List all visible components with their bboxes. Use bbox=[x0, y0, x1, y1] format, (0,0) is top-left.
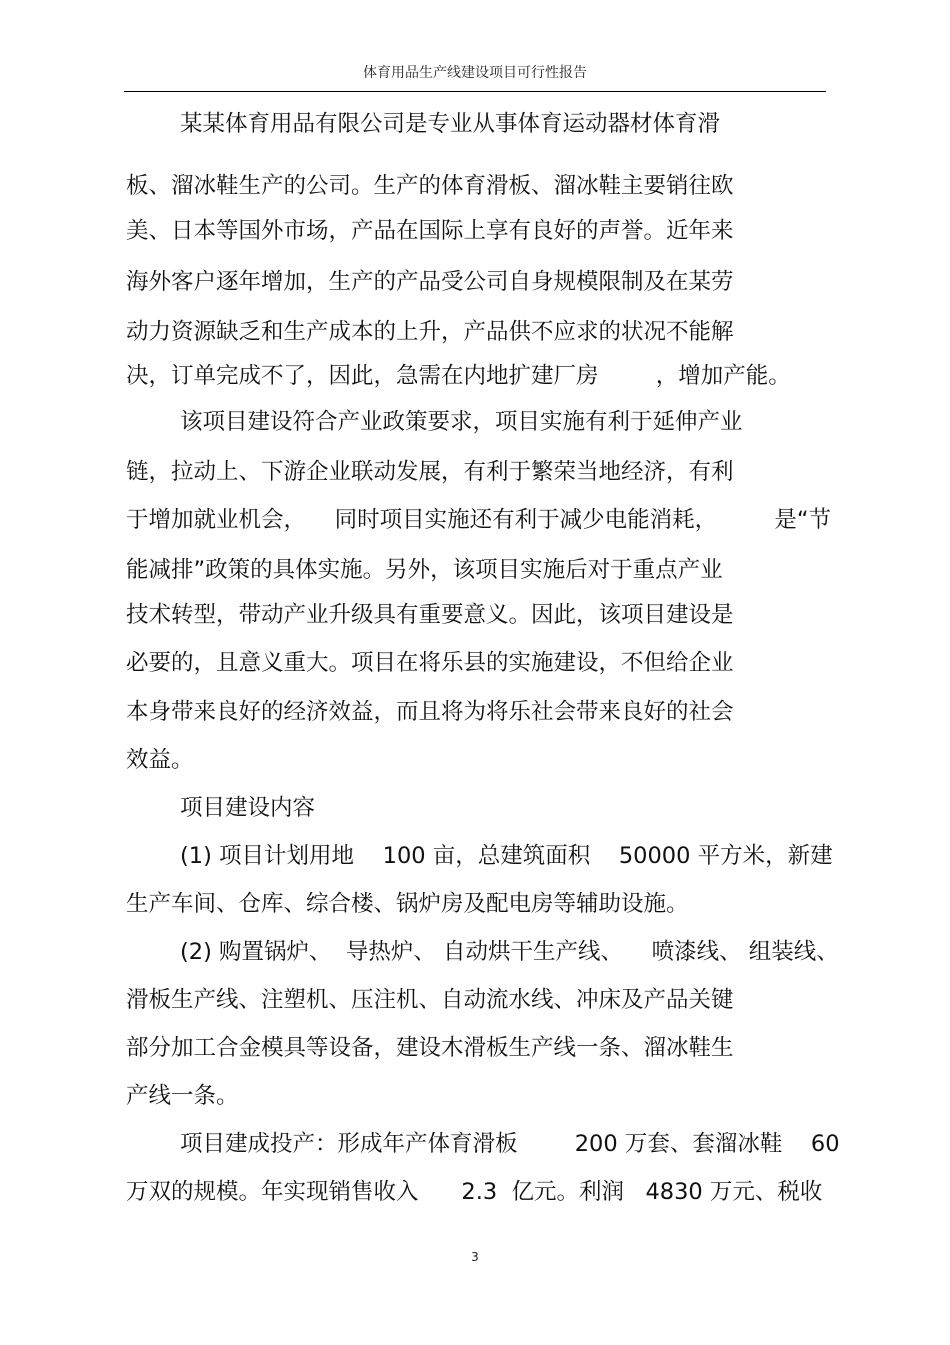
body-line: 美、日本等国外市场，产品在国际上享有良好的声誉。近年来 bbox=[126, 218, 734, 244]
body-line: 于增加就业机会， 同时项目实施还有利于减少电能消耗， 是“节 bbox=[126, 507, 831, 533]
body-line: 产线一条。 bbox=[126, 1083, 239, 1109]
body-line: 必要的，且意义重大。项目在将乐县的实施建设，不但给企业 bbox=[126, 650, 734, 676]
body-line: 某某体育用品有限公司是专业从事体育运动器材体育滑 bbox=[180, 111, 721, 137]
body-line: 海外客户逐年增加，生产的产品受公司自身规模限制及在某劳 bbox=[126, 269, 734, 295]
body-line: 技术转型，带动产业升级具有重要意义。因此，该项目建设是 bbox=[126, 602, 734, 628]
body-line: 万双的规模。年实现销售收入 2.3 亿元。利润 4830 万元、税收 bbox=[126, 1179, 823, 1205]
body-line: 该项目建设符合产业政策要求，项目实施有利于延伸产业 bbox=[180, 409, 743, 435]
body-line: 本身带来良好的经济效益，而且将为将乐社会带来良好的社会 bbox=[126, 699, 734, 725]
body-line: 动力资源缺乏和生产成本的上升，产品供不应求的状况不能解 bbox=[126, 319, 734, 345]
body-line: (2) 购置锅炉、 导热炉、 自动烘干生产线、 喷漆线、 组装线、 bbox=[180, 939, 839, 965]
header-rule bbox=[124, 91, 826, 92]
page-number: 3 bbox=[471, 1250, 479, 1264]
section-heading: 项目建设内容 bbox=[180, 795, 316, 821]
body-line: (1) 项目计划用地 100 亩，总建筑面积 50000 平方米，新建 bbox=[180, 843, 833, 869]
body-line: 能减排”政策的具体实施。另外，该项目实施后对于重点产业 bbox=[126, 557, 723, 583]
body-line: 项目建成投产：形成年产体育滑板 200 万套、套溜冰鞋 60 bbox=[180, 1131, 840, 1157]
body-line: 生产车间、仓库、综合楼、锅炉房及配电房等辅助设施。 bbox=[126, 891, 689, 917]
body-line: 滑板生产线、注塑机、压注机、自动流水线、冲床及产品关键 bbox=[126, 987, 734, 1013]
body-line: 效益。 bbox=[126, 747, 194, 773]
body-line: 板、溜冰鞋生产的公司。生产的体育滑板、溜冰鞋主要销往欧 bbox=[126, 173, 734, 199]
body-line: 部分加工合金模具等设备，建设木滑板生产线一条、溜冰鞋生 bbox=[126, 1035, 734, 1061]
running-header: 体育用品生产线建设项目可行性报告 bbox=[363, 65, 587, 81]
body-line: 决，订单完成不了，因此，急需在内地扩建厂房 ，增加产能。 bbox=[126, 363, 791, 389]
body-line: 链，拉动上、下游企业联动发展，有利于繁荣当地经济，有利 bbox=[126, 459, 734, 485]
